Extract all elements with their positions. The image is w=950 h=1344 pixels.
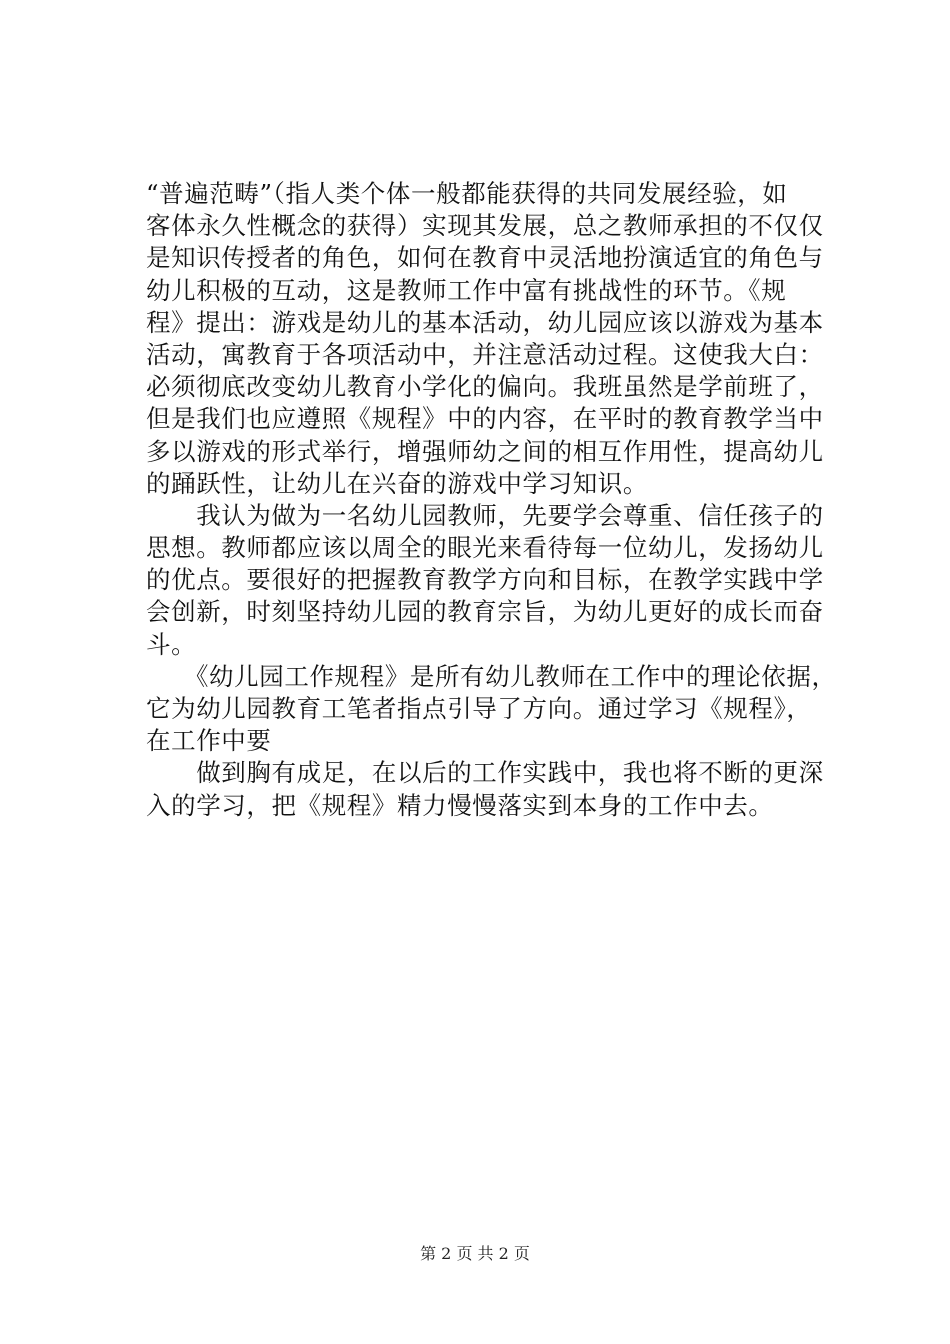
- paragraph-3: [146, 661, 836, 758]
- text-line: 我认为做为一名幼儿园教师，先要学会尊重、信任孩子的: [146, 500, 824, 530]
- text-line: 幼儿积极的互动，这是教师工作中富有挑战性的环节。《规: [146, 275, 787, 305]
- paragraph-4: [146, 757, 836, 821]
- text-line: 程》提出：游戏是幼儿的基本活动，幼儿园应该以游戏为基本: [146, 307, 824, 337]
- page-footer: [0, 1244, 950, 1264]
- text-line: 《幼儿园工作规程》是所有幼儿教师在工作中的理论依据，: [146, 661, 837, 691]
- paragraph-2: [146, 500, 836, 661]
- text-line: 客体永久性概念的获得）实现其发展，总之教师承担的不仅仅: [146, 211, 824, 241]
- text-line: 入的学习，把《规程》精力慢慢落实到本身的工作中去。: [146, 790, 774, 820]
- text-line: 斗。: [146, 629, 197, 659]
- document-body: [146, 178, 836, 822]
- paragraph-1: [146, 178, 836, 500]
- text-line: 多以游戏的形式举行，增强师幼之间的相互作用性，提高幼儿: [146, 436, 824, 466]
- text-line: 做到胸有成足，在以后的工作实践中，我也将不断的更深: [146, 758, 824, 788]
- text-line: 必须彻底改变幼儿教育小学化的偏向。我班虽然是学前班了，: [146, 372, 824, 402]
- text-line: 会创新，时刻坚持幼儿园的教育宗旨，为幼儿更好的成长而奋: [146, 597, 824, 627]
- text-line: 在工作中要: [146, 726, 272, 756]
- text-line: 的优点。要很好的把握教育教学方向和目标，在教学实践中学: [146, 565, 824, 595]
- text-line: 活动，寓教育于各项活动中，并注意活动过程。这使我大白：: [146, 339, 824, 369]
- text-line: 是知识传授者的角色，如何在教育中灵活地扮演适宜的角色与: [146, 243, 824, 273]
- text-line: “普遍范畴”（指人类个体一般都能获得的共同发展经验，如: [146, 179, 788, 208]
- text-line: 但是我们也应遵照《规程》中的内容，在平时的教育教学当中: [146, 404, 824, 434]
- text-line: 思想。教师都应该以周全的眼光来看待每一位幼儿，发扬幼儿: [146, 533, 824, 563]
- text-line: 的踊跃性，让幼儿在兴奋的游戏中学习知识。: [146, 468, 648, 498]
- page-number-label: 第 2 页 共 2 页: [420, 1244, 530, 1263]
- text-line: 它为幼儿园教育工笔者指点引导了方向。通过学习《规程》，: [146, 694, 812, 723]
